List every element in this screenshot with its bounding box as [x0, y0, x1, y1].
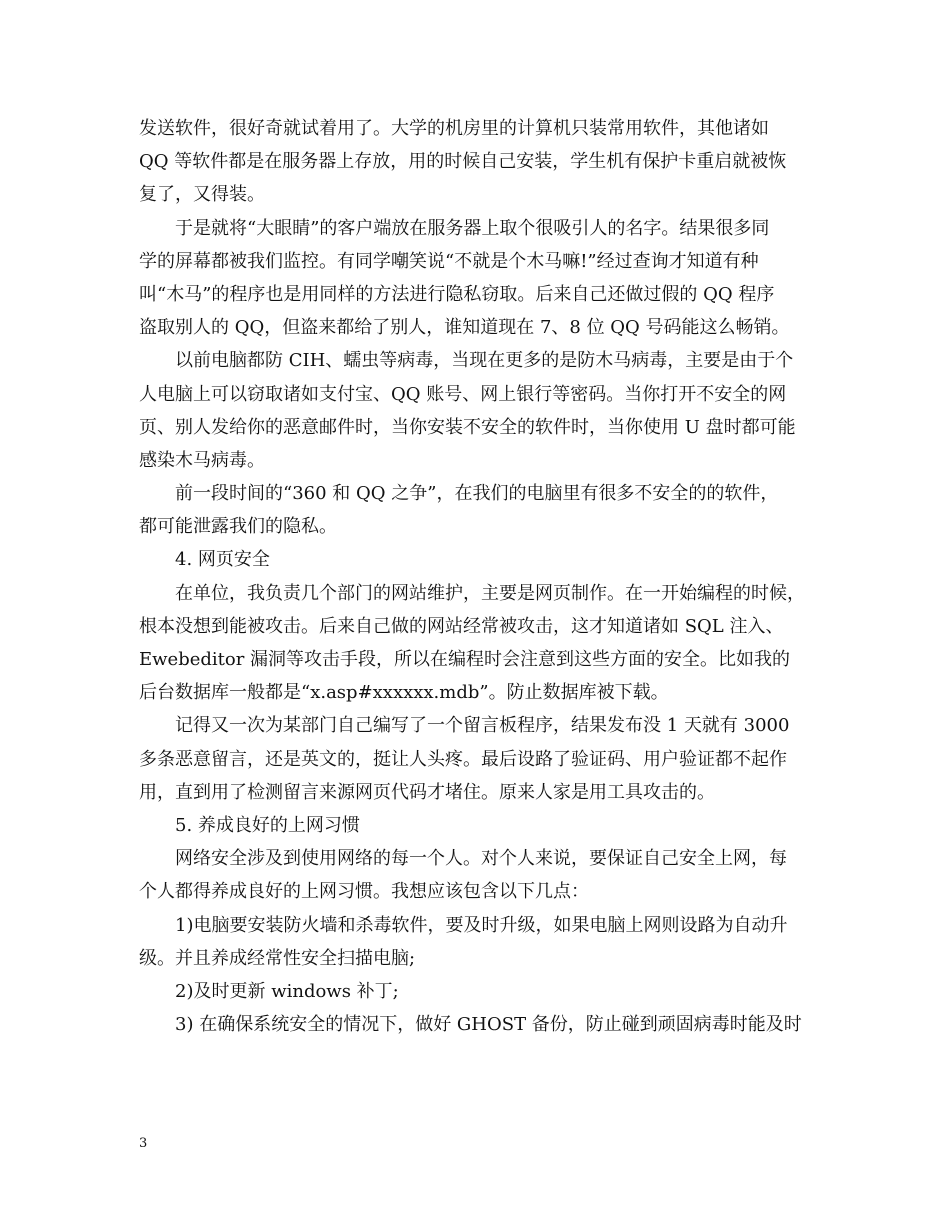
text-line: 根本没想到能被攻击。后来自己做的网站经常被攻击，这才知道诸如 SQL 注入、 — [139, 615, 784, 637]
text-line: 前一段时间的“360 和 QQ 之争”，在我们的电脑里有很多不安全的的软件， — [175, 483, 779, 505]
text-line: 感染木马病毒。 — [139, 449, 265, 471]
text-line: 于是就将“大眼睛”的客户端放在服务器上取个很吸引人的名字。结果很多同 — [175, 217, 770, 239]
text-line: 个人都得养成良好的上网习惯。我想应该包含以下几点： — [139, 881, 589, 903]
text-line: 以前电脑都防 CIH、蠕虫等病毒，当现在更多的是防木马病毒，主要是由于个 — [175, 350, 794, 372]
text-line: QQ 等软件都是在服务器上存放，用的时候自己安装，学生机有保护卡重启就被恢 — [139, 151, 787, 173]
list-item: 3) 在确保系统安全的情况下，做好 GHOST 备份，防止碰到顽固病毒时能及时 — [175, 1014, 802, 1036]
text-line: 在单位，我负责几个部门的网站维护，主要是网页制作。在一开始编程的时候， — [175, 582, 805, 604]
body-text — [139, 112, 819, 1041]
text-line: 叫“木马”的程序也是用同样的方法进行隐私窃取。后来自己还做过假的 QQ 程序 — [139, 283, 775, 305]
text-line: 发送软件，很好奇就试着用了。大学的机房里的计算机只装常用软件，其他诸如 — [139, 118, 769, 139]
list-item: 2)及时更新 windows 补丁; — [175, 980, 399, 1002]
text-line: 人电脑上可以窃取诸如支付宝、QQ 账号、网上银行等密码。当你打开不安全的网 — [139, 383, 787, 405]
text-line: Ewebeditor 漏洞等攻击手段，所以在编程时会注意到这些方面的安全。比如我的 — [139, 649, 791, 670]
text-line: 盗取别人的 QQ，但盗来都给了别人，谁知道现在 7、8 位 QQ 号码能这么畅销。 — [139, 317, 790, 339]
text-line: 多条恶意留言，还是英文的，挺让人头疼。最后设路了验证码、用户验证都不起作 — [139, 748, 787, 770]
list-item: 1)电脑要安装防火墙和杀毒软件，要及时升级，如果电脑上网则设路为自动升 — [175, 914, 788, 936]
text-line: 后台数据库一般都是“x.asp#xxxxxx.mdb”。防止数据库被下载。 — [139, 682, 669, 704]
text-line: 网络安全涉及到使用网络的每一个人。对个人来说，要保证自己安全上网，每 — [175, 848, 787, 870]
page-number: 3 — [139, 1136, 148, 1151]
text-line: 都可能泄露我们的隐私。 — [139, 516, 337, 538]
text-line: 学的屏幕都被我们监控。有同学嘲笑说“不就是个木马嘛!”经过查询才知道有种 — [139, 250, 759, 272]
text-line: 级。并且养成经常性安全扫描电脑; — [139, 947, 416, 969]
text-line: 页、别人发给你的恶意邮件时，当你安装不安全的软件时，当你使用 U 盘时都可能 — [139, 416, 796, 438]
section-heading: 5. 养成良好的上网习惯 — [175, 814, 360, 836]
text-line: 用，直到用了检测留言来源网页代码才堵住。原来人家是用工具攻击的。 — [139, 781, 715, 803]
section-heading: 4. 网页安全 — [175, 549, 270, 571]
text-line: 复了，又得装。 — [139, 184, 265, 206]
text-line: 记得又一次为某部门自己编写了一个留言板程序，结果发布没 1 天就有 3000 — [175, 715, 790, 737]
